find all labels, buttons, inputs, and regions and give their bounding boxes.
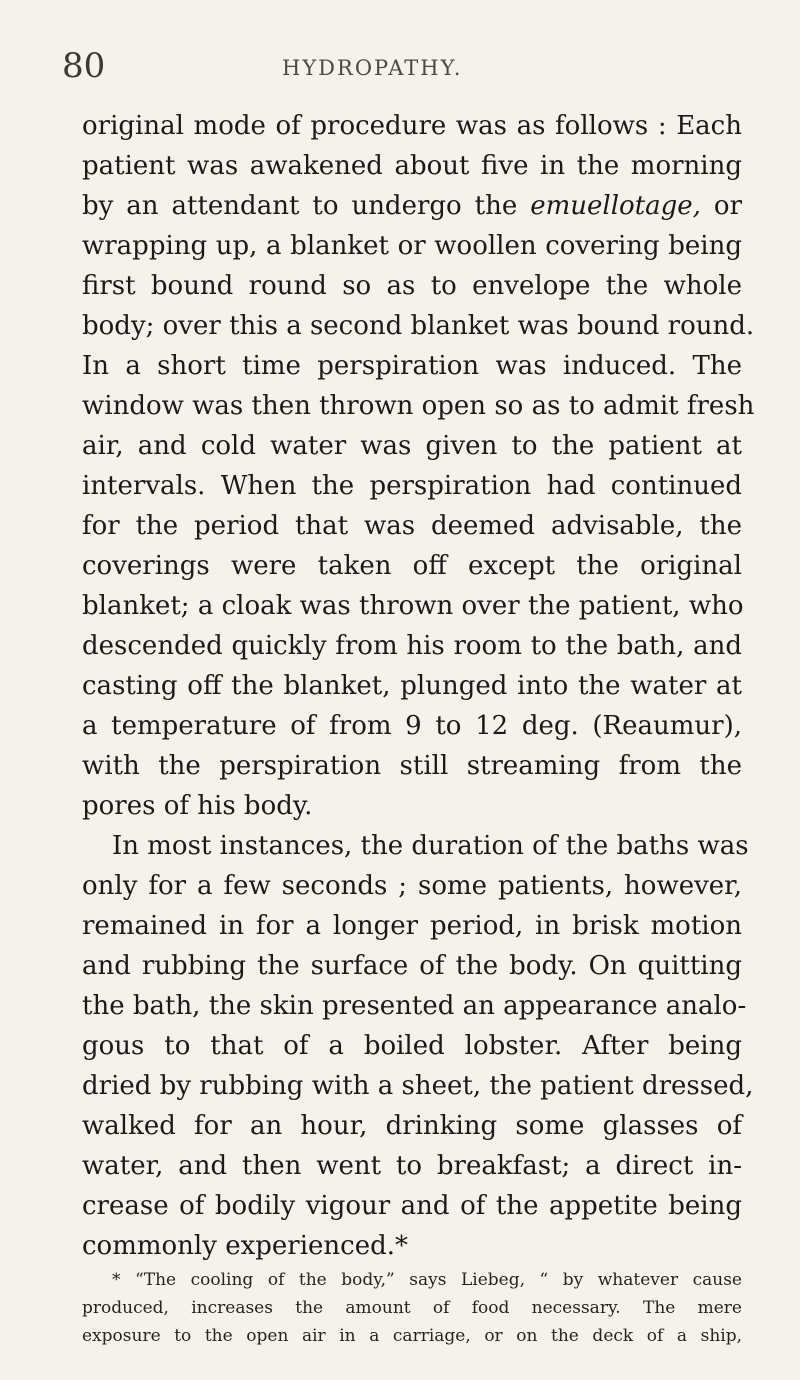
text-line: only for a few seconds ; some patients, however, [82, 871, 742, 901]
text-line: coverings were taken off except the original [82, 551, 742, 581]
body-text [82, 106, 755, 1266]
page-number: 80 [62, 46, 106, 86]
italic-term: emuellotage, [530, 191, 701, 221]
text-line: In a short time perspiration was induced. The [82, 351, 742, 381]
text-line: a temperature of from 9 to 12 deg. (Reaumur), [82, 711, 742, 741]
footnote-line: * “The cooling of the body,” says Liebeg, “ by whatever cause [112, 1270, 742, 1290]
text-line: water, and then went to breakfast; a direct in- [82, 1151, 742, 1181]
text-line-end: or [700, 191, 742, 221]
text-line: window was then thrown open so as to admit fresh [82, 391, 755, 421]
text-line [82, 186, 742, 226]
text-line: original mode of procedure was as follows : Each [82, 111, 742, 141]
footnote-line: exposure to the open air in a carriage, or on the deck of a ship, [82, 1326, 742, 1346]
text-line: walked for an hour, drinking some glasses of [82, 1111, 742, 1141]
footnote [82, 1266, 742, 1350]
text-line: body; over this a second blanket was bound round. [82, 311, 755, 341]
text-line: dried by rubbing with a sheet, the patient dressed, [82, 1071, 754, 1101]
text-line-start: by an attendant to undergo the [82, 191, 531, 221]
text-line: blanket; a cloak was thrown over the patient, who [82, 591, 744, 621]
text-line: gous to that of a boiled lobster. After being [82, 1031, 742, 1061]
text-line: patient was awakened about five in the morning [82, 151, 742, 181]
text-line: for the period that was deemed advisable, the [82, 511, 742, 541]
text-line: In most instances, the duration of the baths was [112, 831, 749, 861]
text-line: crease of bodily vigour and of the appetite being [82, 1191, 742, 1221]
footnote-line: produced, increases the amount of food necessary. The mere [82, 1298, 742, 1318]
text-line: commonly experienced.* [82, 1231, 409, 1261]
text-line: wrapping up, a blanket or woollen covering being [82, 231, 742, 261]
text-line: remained in for a longer period, in brisk motion [82, 911, 742, 941]
running-title: HYDROPATHY. [282, 56, 463, 80]
text-line: air, and cold water was given to the patient at [82, 431, 742, 461]
text-line: intervals. When the perspiration had continued [82, 471, 742, 501]
text-line: and rubbing the surface of the body. On quitting [82, 951, 742, 981]
text-line: with the perspiration still streaming from the [82, 751, 742, 781]
text-line: pores of his body. [82, 791, 313, 821]
text-line: the bath, the skin presented an appearance analo- [82, 991, 747, 1021]
text-line: descended quickly from his room to the bath, and [82, 631, 742, 661]
running-head [62, 46, 742, 86]
text-line: first bound round so as to envelope the whole [82, 271, 742, 301]
text-line: casting off the blanket, plunged into the water at [82, 671, 742, 701]
